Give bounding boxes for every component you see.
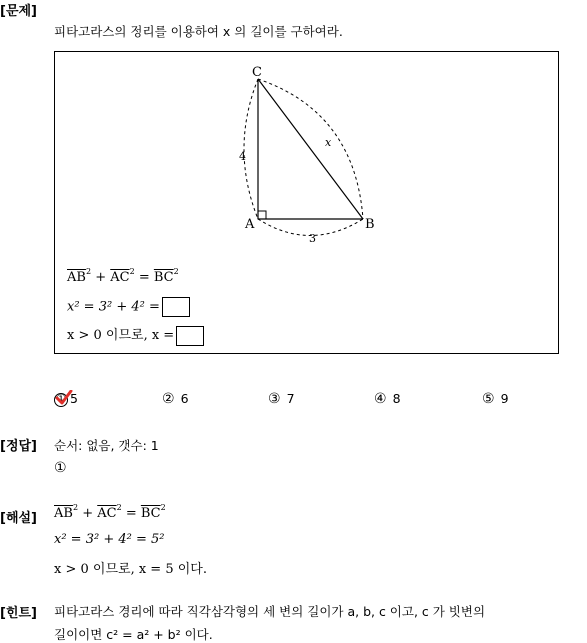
- plus-sign: +: [95, 270, 107, 285]
- explanation-line-1: [54, 503, 166, 521]
- segment-ab: $\overline{AB}$: [67, 270, 86, 285]
- segment-bc: $\overline{BC}$: [153, 270, 174, 285]
- exp-plus-sign: +: [82, 506, 94, 521]
- choice-1-label: 5: [70, 391, 78, 406]
- choice-3[interactable]: [268, 391, 295, 407]
- choice-5[interactable]: [482, 391, 509, 407]
- answer-box-2[interactable]: [176, 326, 204, 346]
- answer-line-2: ①: [54, 460, 67, 476]
- equation-2-text: x² = 3² + 4² =: [67, 299, 160, 315]
- exp-segment-ac: $\overline{AC}$: [97, 506, 117, 521]
- arc-ac: [244, 79, 258, 219]
- question-text: 피타고라스의 정리를 이용하여 x 의 길이를 구하여라.: [54, 24, 343, 39]
- answer-tag: [정답]: [0, 439, 37, 454]
- equation-3-text: x > 0 이므로, x =: [67, 328, 175, 343]
- choice-5-number: ⑤: [482, 391, 495, 407]
- choice-4[interactable]: [374, 391, 401, 407]
- explanation-tag: [해설]: [0, 511, 37, 526]
- choice-5-label: 9: [500, 391, 509, 406]
- exp-bc: 2: [173, 267, 179, 276]
- exp-equals-sign: =: [125, 506, 137, 521]
- equation-line-2: [67, 297, 190, 317]
- right-angle-marker: [258, 211, 266, 219]
- side-bc-label: x: [325, 136, 332, 149]
- equation-line-3: [67, 324, 204, 346]
- choice-1[interactable]: [54, 391, 78, 407]
- choice-3-label: 7: [286, 391, 295, 406]
- segment-ac: $\overline{AC}$: [110, 270, 130, 285]
- choice-4-number: ④: [374, 391, 387, 407]
- side-ac-label: 4: [239, 150, 246, 163]
- problem-tag: [문제]: [0, 4, 37, 19]
- exp-ac: 2: [129, 267, 135, 276]
- choice-4-label: 8: [392, 391, 401, 406]
- hint-line-1: 피타고라스 경리에 따라 직각삼각형의 세 변의 길이가 a, b, c 이고, c 가 빗변의: [54, 604, 486, 619]
- side-bc-line: [258, 79, 363, 219]
- figure-box: [54, 51, 559, 354]
- hint-line-2: 길이이면 c² = a² + b² 이다.: [54, 627, 213, 642]
- explanation-line-2: x² = 3² + 4² = 5²: [54, 532, 165, 547]
- explanation-line-3: x > 0 이므로, x = 5 이다.: [54, 562, 207, 577]
- equation-line-1: [67, 267, 179, 285]
- check-mark-icon: [55, 390, 73, 406]
- exp-exp-ab: 2: [72, 503, 79, 512]
- answer-box-1[interactable]: [162, 297, 190, 317]
- choice-2-number: ②: [162, 391, 175, 407]
- choice-3-number: ③: [268, 391, 281, 407]
- exp-exp-bc: 2: [160, 503, 166, 512]
- choice-2[interactable]: [162, 391, 189, 407]
- vertex-a-label: A: [245, 217, 255, 232]
- exp-ab: 2: [85, 267, 92, 276]
- choice-1-number: ①: [54, 393, 68, 407]
- vertex-c-label: C: [252, 65, 262, 80]
- exp-segment-ab: $\overline{AB}$: [54, 506, 73, 521]
- exp-segment-bc: $\overline{BC}$: [140, 506, 161, 521]
- choice-2-label: 6: [180, 391, 189, 406]
- side-ab-label: 3: [309, 232, 316, 245]
- answer-line-1: 순서: 없음, 갯수: 1: [54, 438, 159, 453]
- hint-tag: [힌트]: [0, 606, 37, 621]
- vertex-b-label: B: [365, 217, 375, 232]
- equals-sign: =: [138, 270, 150, 285]
- exp-exp-ac: 2: [116, 503, 122, 512]
